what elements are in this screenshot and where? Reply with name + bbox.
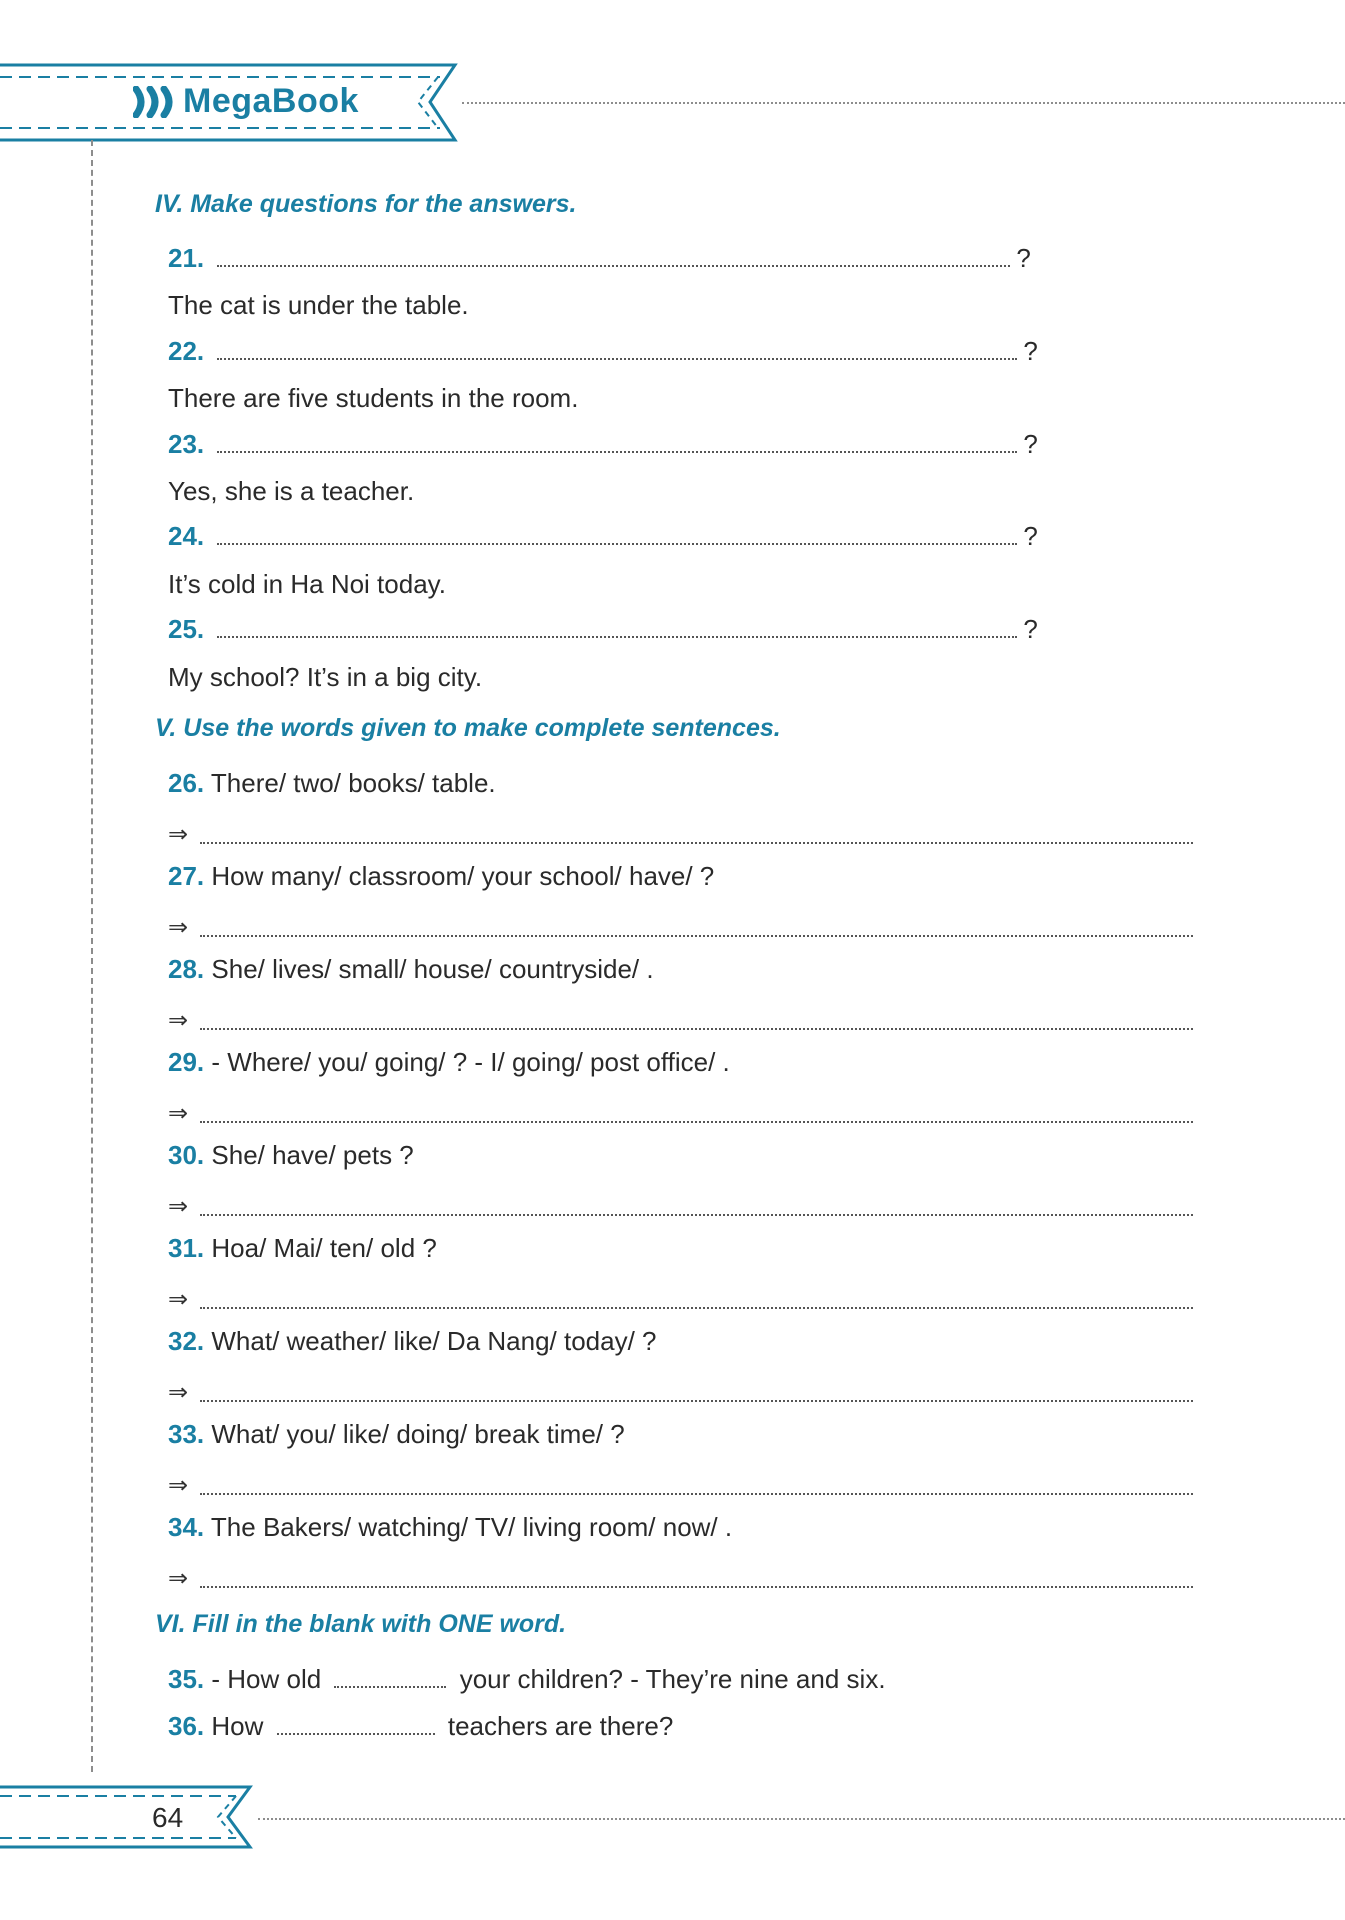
fill-blank-36[interactable] [277,1733,435,1735]
prompt-31: 31. Hoa/ Mai/ ten/ old ? [168,1233,437,1263]
answer-line-33[interactable] [200,1493,1193,1495]
answer-line-32[interactable] [200,1400,1193,1402]
arrow-icon: ⇒ [168,1007,189,1034]
answer-23: Yes, she is a teacher. [168,476,415,506]
answer-line-30[interactable] [200,1214,1193,1216]
arrow-icon: ⇒ [168,914,189,941]
page-number: 64 [152,1802,184,1833]
prompt-29: 29. - Where/ you/ going/ ? - I/ going/ post office/ . [168,1047,730,1077]
answer-line-26[interactable] [200,842,1193,844]
fill-36: 36. How teachers are there? [168,1711,674,1741]
arrow-icon: ⇒ [168,1286,189,1313]
answer-blank[interactable] [217,543,1017,545]
fill-blank-35[interactable] [334,1686,446,1688]
arrow-icon: ⇒ [168,1193,189,1220]
answer-line-28[interactable] [200,1028,1193,1030]
margin-rule [91,140,93,1772]
arrow-icon: ⇒ [168,1379,189,1406]
header-rule [462,102,1345,104]
arrow-icon: ⇒ [168,1565,189,1592]
prompt-30: 30. She/ have/ pets ? [168,1140,414,1170]
section-v-title: V. Use the words given to make complete sentences. [155,714,781,742]
brand-name: MegaBook [183,82,359,120]
arrow-icon: ⇒ [168,1472,189,1499]
fill-35: 35. - How old your children? - They’re nine and six. [168,1664,886,1694]
prompt-33: 33. What/ you/ like/ doing/ break time/ ? [168,1419,625,1449]
prompt-34: 34. The Bakers/ watching/ TV/ living room/ now/ . [168,1512,733,1542]
answer-line-34[interactable] [200,1586,1193,1588]
arrow-icon: ⇒ [168,1100,189,1127]
footer-ribbon [0,1782,260,1852]
question-24: 24. ? [168,521,1038,551]
answer-22: There are five students in the room. [168,383,579,413]
question-25: 25. ? [168,614,1038,644]
prompt-32: 32. What/ weather/ like/ Da Nang/ today/ ? [168,1326,657,1356]
section-vi-title: VI. Fill in the blank with ONE word. [155,1610,567,1638]
answer-line-27[interactable] [200,935,1193,937]
answer-blank[interactable] [217,265,1010,267]
footer-rule [258,1818,1345,1820]
answer-blank[interactable] [217,451,1017,453]
section-iv-title: IV. Make questions for the answers. [155,190,577,218]
answer-line-29[interactable] [200,1121,1193,1123]
prompt-27: 27. How many/ classroom/ your school/ have/ ? [168,861,715,891]
question-22: 22. ? [168,336,1038,366]
prompt-28: 28. She/ lives/ small/ house/ countryside/ . [168,954,654,984]
answer-line-31[interactable] [200,1307,1193,1309]
question-21: 21. ? [168,243,1031,273]
question-23: 23. ? [168,429,1038,459]
megabook-logo-icon [133,86,179,118]
answer-24: It’s cold in Ha Noi today. [168,569,446,599]
answer-25: My school? It’s in a big city. [168,662,483,692]
answer-blank[interactable] [217,636,1017,638]
arrow-icon: ⇒ [168,821,189,848]
answer-blank[interactable] [217,358,1017,360]
brand-logo [133,82,359,121]
answer-21: The cat is under the table. [168,290,469,320]
prompt-26: 26. There/ two/ books/ table. [168,768,496,798]
